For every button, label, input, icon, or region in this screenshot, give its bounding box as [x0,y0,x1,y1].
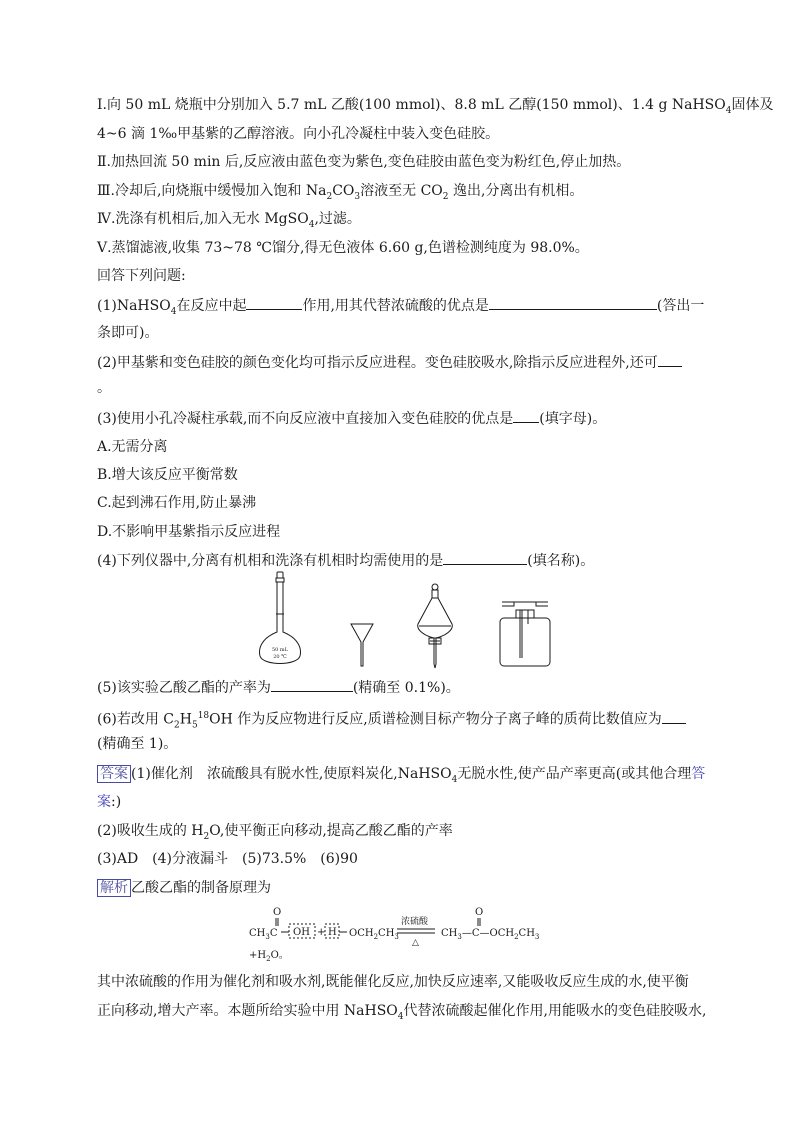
funnel-icon [351,624,373,666]
eq-product: $CH_3—C—OCH_2CH_3$ [441,928,540,941]
gas-washing-bottle-icon [500,602,550,666]
analysis-paragraph-line-1: 其中浓硫酸的作用为催化剂和吸水剂,既能催化反应,加快反应速率,又能吸收反应生成的水,使平衡 [97,974,689,990]
answer-link[interactable]: 案 [97,794,111,810]
apparatus-figure [250,568,570,678]
option-b: B.增大该反应平衡常数 [97,467,238,483]
esterification-equation [245,902,565,966]
analysis-intro: 解析 乙酸乙酯的制备原理为 [97,878,271,898]
eq-carbonyl-o-2: O [475,907,484,918]
answer-line-2: 案:) [97,794,122,810]
question-4: (4)下列仪器中,分离有机相和洗涤有机相时均需使用的是 (填名称)。 [97,550,594,571]
eq-condition-catalyst: 浓硫酸 [401,917,429,927]
eq-plus: + [317,927,326,938]
question-1-line-1: (1)NaHSO$_4$在反应中起 作用,用其代替浓硫酸的优点是 (答出一 [97,295,704,322]
separatory-funnel-icon [418,584,453,668]
step-1-line-2: 4~6 滴 1‰甲基紫的乙醇溶液。向小孔冷凝柱中装入变色硅胶。 [97,126,500,142]
eq-h: H [328,927,337,938]
option-d: D.不影响甲基紫指示反应进程 [97,524,281,540]
flask-label-temperature: 20 ℃ [273,654,287,660]
step-4: Ⅳ.洗涤有机相后,加入无水 MgSO$_4$,过滤。 [97,211,361,230]
eq-ch3: $CH_3C$ [249,928,278,941]
question-6-line-1: (6)若改用 $C_2H_5^{18}OH$ 作为反应物进行反应,质谱检测目标产物分子离子峰的质荷比数值应为 [97,706,686,735]
eq-oh: OH [293,927,310,938]
answer-line-4: (3)AD (4)分液漏斗 (5)73.5% (6)90 [97,851,358,867]
analysis-paragraph-line-2: 正向移动,增大产率。本题所给实验中用 NaHSO$_4$代替浓硫酸起催化作用,用能吸水的变色硅胶吸水, [97,1003,707,1022]
question-5: (5)该实验乙酸乙酯的产率为 (精确至 0.1%)。 [97,677,460,698]
step-2: Ⅱ.加热回流 50 min 后,反应液由蓝色变为紫色,变色硅胶由蓝色变为粉红色,停止加热。 [97,154,631,170]
eq-carbonyl-o-1: O [273,907,282,918]
question-2-line-2: 。 [97,380,111,396]
step-3: Ⅲ.冷却后,向烧瓶中缓慢加入饱和 $Na_2CO_3$溶液至无 $CO_2$ 逸出,分离出有机相。 [97,183,584,202]
eq-water: $+H_2O$。 [249,950,289,963]
answer-line-3: (2)吸收生成的 $H_2O$,使平衡正向移动,提高乙酸乙酯的产率 [97,823,453,842]
question-1-line-2: 条即可)。 [97,325,159,341]
flask-label-volume: 50 mL [271,647,289,653]
answer-blank[interactable] [246,295,302,310]
volumetric-flask-icon [260,572,301,664]
option-a: A.无需分离 [97,439,168,455]
questions-prompt: 回答下列问题: [97,268,186,284]
eq-condition-heat: △ [412,938,419,948]
step-5: Ⅴ.蒸馏滤液,收集 73~78 ℃馏分,得无色液体 6.60 g,色谱检测纯度为 98.0%。 [97,240,589,256]
analysis-tag: 解析 [97,879,131,897]
question-6-line-2: (精确至 1)。 [97,736,178,752]
answer-blank[interactable] [662,709,686,724]
step-1-line-1: Ⅰ.向 50 mL 烧瓶中分别加入 5.7 mL 乙酸(100 mmol)、8.8 mL 乙醇(150 mmol)、1.4 g NaHSO$_4$固体及 [97,97,774,116]
option-c: C.起到沸石作用,防止暴沸 [97,495,257,511]
answer-line-1: 答案 (1)催化剂 浓硫酸具有脱水性,使原料炭化,NaHSO$_4$无脱水性,使产品产率更高(或其他合理答 [97,764,705,790]
answer-blank[interactable] [513,408,539,423]
question-3: (3)使用小孔冷凝柱承载,而不向反应液中直接加入变色硅胶的优点是 (填字母)。 [97,408,606,429]
answer-link[interactable]: 答 [691,766,706,782]
answer-blank[interactable] [443,550,527,565]
answer-blank[interactable] [658,352,682,367]
answer-blank[interactable] [489,295,657,310]
answer-blank[interactable] [271,677,353,692]
eq-ethanol-rest: $OCH_2CH_3$ [349,928,399,941]
question-2-line-1: (2)甲基紫和变色硅胶的颜色变化均可指示反应进程。变色硅胶吸水,除指示反应进程外,还可 [97,352,682,373]
answer-tag: 答案 [97,765,131,783]
